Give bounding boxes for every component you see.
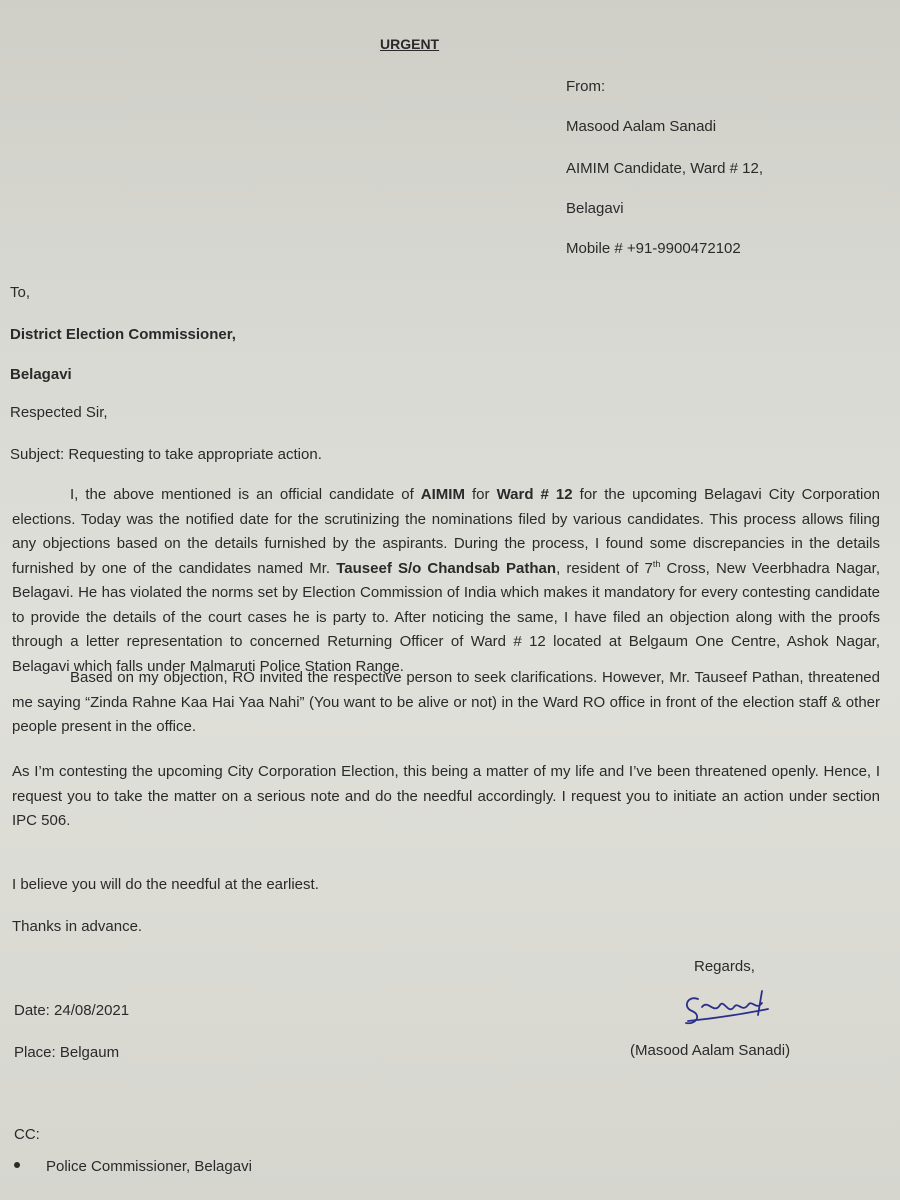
- sender-mobile: Mobile # +91-9900472102: [566, 240, 741, 257]
- recipient-city: Belagavi: [10, 366, 72, 383]
- bullet-icon: [14, 1162, 20, 1168]
- signatory-name: (Masood Aalam Sanadi): [630, 1042, 791, 1059]
- salutation: Respected Sir,: [10, 404, 108, 421]
- regards-label: Regards,: [694, 958, 755, 975]
- body-paragraph-1: I, the above mentioned is an official candidate of AIMIM for Ward # 12 for the upcoming Belagavi City Corporation elections. Today was the notified date for the scrutinizing the nominations filed by various candidates. This process allows filing any objections based on the details furnished by the aspirants. During the process, I found some discrepancies in the details furnished by one of the candidates named Mr. Tauseef S/o Chandsab Pathan, resident of 7th Cross, New Veerbhadra Nagar, Belagavi. He has violated the norms set by Election Commission of India which makes it mandatory for every contesting candidate to provide the details of the court cases he is party to. After noticing the same, I have filed an objection along with the proofs through a letter representation to concerned Returning Officer of Ward # 12 located at Belgaum One Centre, Ashok Nagar, Belagavi which falls under Malmaruti Police Station Range.: [12, 486, 881, 675]
- cc-label: CC:: [14, 1126, 40, 1143]
- from-label: From:: [566, 78, 606, 95]
- body-paragraph-4: I believe you will do the needful at the earliest.: [12, 876, 319, 893]
- sender-designation: AIMIM Candidate, Ward # 12,: [566, 160, 764, 177]
- date-line: Date: 24/08/2021: [14, 1002, 130, 1019]
- place-line: Place: Belgaum: [14, 1044, 120, 1061]
- thanks-line: Thanks in advance.: [12, 918, 143, 935]
- recipient-title: District Election Commissioner,: [10, 326, 236, 343]
- cc-item: Police Commissioner, Belagavi: [46, 1158, 252, 1175]
- body-paragraph-2: Based on my objection, RO invited the respective person to seek clarifications. However, Mr. Tauseef Pathan, threatened me saying “Zinda Rahne Kaa Hai Yaa Nahi” (You want to be alive or not) in the Ward RO office in front of the election staff & other people present in the office.: [12, 669, 880, 735]
- urgent-heading: URGENT: [380, 36, 440, 52]
- body-paragraph-3: As I’m contesting the upcoming City Corporation Election, this being a matter of my life and I’ve been threatened openly. Hence, I request you to take the matter on a serious note and do the needful accordingly. I request you to initiate an action under section IPC 506.: [12, 763, 880, 829]
- handwritten-signature: [678, 985, 774, 1031]
- sender-name: Masood Aalam Sanadi: [566, 118, 717, 135]
- to-label: To,: [10, 284, 31, 301]
- sender-city: Belagavi: [566, 200, 624, 217]
- subject-line: Subject: Requesting to take appropriate action.: [10, 446, 322, 463]
